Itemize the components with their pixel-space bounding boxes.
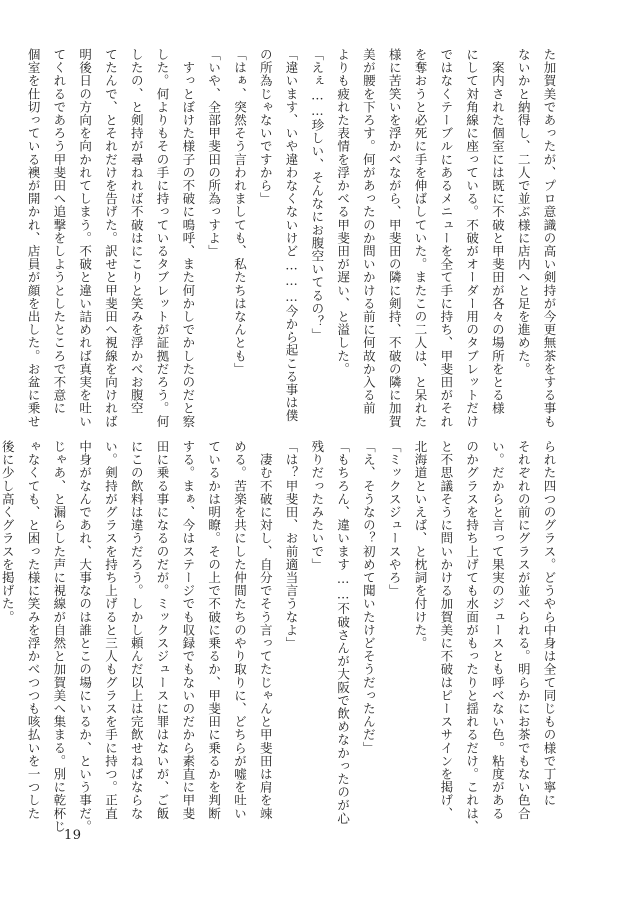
text-line: 北海道といえば、と枕詞を付けた。 [413,440,429,650]
text-line: した。何よりもその手に持っているタブレットが証拠だろう。何 [155,48,171,428]
text-line: 案内された個室には既に不破と甲斐田が各々の場所をとる様 [490,48,506,415]
text-line: じゃあ、と漏らした声に視線が自然と加賀美へ集まる。別に乾杯じ [51,440,67,833]
text-line: い。剣持がグラスを持ち上げると三人もグラスを手に持つ。正直 [103,440,119,820]
text-line: ているかは明瞭。その上で不破に乗るか、甲斐田に乗るかを判断 [206,440,222,820]
text-line: の所為じゃないですから」 [258,48,274,206]
text-line: 「いや、全部甲斐田の所為っすよ」 [206,48,222,258]
text-line: 「はぁ、突然そう言われましても、私たちはなんとも」 [232,48,248,376]
text-line: 「は？甲斐田、お前適当言うなよ」 [284,440,300,650]
text-line: た加賀美であったが、プロ意識の高い剣持が今更無茶をする事も [542,48,557,428]
text-line: すっとぼけた様子の不破に鳴呼、また何かしでかしたのだと察 [180,48,196,428]
text-line: と不思議そうに問いかける加賀美に不破はピースサインを掲げ、 [438,440,454,820]
text-line: める。苦楽を共にした仲間たちのやり取りに、どちらが嘘を吐い [232,440,248,820]
text-line: よりも疲れた表情を浮かべる甲斐田が遅い、と溢した。 [335,48,351,376]
text-line: 様に苦笑いを浮かべながら、甲斐田の隣に剣持、不破の隣に加賀 [387,48,403,428]
text-line: 中身がなんであれ、大事なのは誰とこの場にいるか、という事だ。 [77,440,93,833]
text-line: 美が腰を下ろす。何があったのか問いかける前に何故か入る前 [361,48,377,415]
text-line: 残りだったみたいで」 [309,440,325,571]
text-line: ないかと納得し、二人で並ぶ様に店内へと足を進めた。 [516,48,532,376]
text-line: にして対角線に座っている。不破がオーダー用のタブレットだけ [464,48,480,428]
text-line: 後に少し高くグラスを掲げた。 [0,440,16,624]
text-line: てたんで、とそれだけを告げた。訳せと甲斐田へ視線を向ければ [103,48,119,428]
text-line: 「え、そうなの？初めて聞いたけどそうだったんだ」 [361,440,377,755]
text-line: 凄む不破に対し、自分でそう言ってたじゃんと甲斐田は肩を竦 [258,440,274,820]
text-line: 田に乗る事になるのだが。ミックスジュースに罪はないが、ご飯 [155,440,171,820]
lower-text-column [0,440,562,833]
text-line: を奪おうと必死に手を伸ばしていた。またこの二人は、と呆れた [413,48,429,428]
text-line: 「ミックスジュースやろ」 [387,440,403,598]
text-line: 「もちろん、違います……不破さんが大阪で飲めなかったのが心 [335,440,351,825]
text-line: したの、と剣持が尋ねれば不破はにこりと笑みを浮かべお腹空 [129,48,145,415]
text-line: い。だからと言って果実のジュースとも呼べない色。粘度がある [490,440,506,820]
text-line: 個室を仕切っている襖が開かれ、店員が顔を出した。お盆に乗せ [26,48,42,428]
text-line: られた四つのグラス。どうやら中身は全て同じもの様で丁寧に [542,440,557,807]
text-line: それぞれの前にグラスが並べられる。明らかにお茶でもない色合 [516,440,532,820]
text-line: のかグラスを持ち上げても水面がもったりと揺れるだけ。これは、 [464,440,480,833]
text-line: ではなくテーブルにあるメニューを全て手に持ち、甲斐田がそれ [438,48,454,428]
text-line: にこの飲料は違うだろう。しかし頼んだ以上は完飲せねばならな [129,440,145,820]
text-line: 明後日の方向を向かれてしまう。不破と違い詰めれば真実を吐い [77,48,93,428]
page-number: 19 [64,828,82,843]
text-line: 「えぇ……珍しい、そんなにお腹空いてるの？」 [309,48,325,342]
text-line: ゃなくても、と困った様に笑みを浮かべつつも咳払いを一つした [26,440,42,820]
text-line: する。まぁ、今はステージでも収録でもないのだから素直に甲斐 [180,440,196,820]
text-line: 「違います、いや違わなくないけど………今から起こる事は僕 [284,48,300,423]
text-line: てくれるであろう甲斐田へ追撃をしようとしたところで不意に [51,48,67,415]
upper-text-column [26,48,562,428]
